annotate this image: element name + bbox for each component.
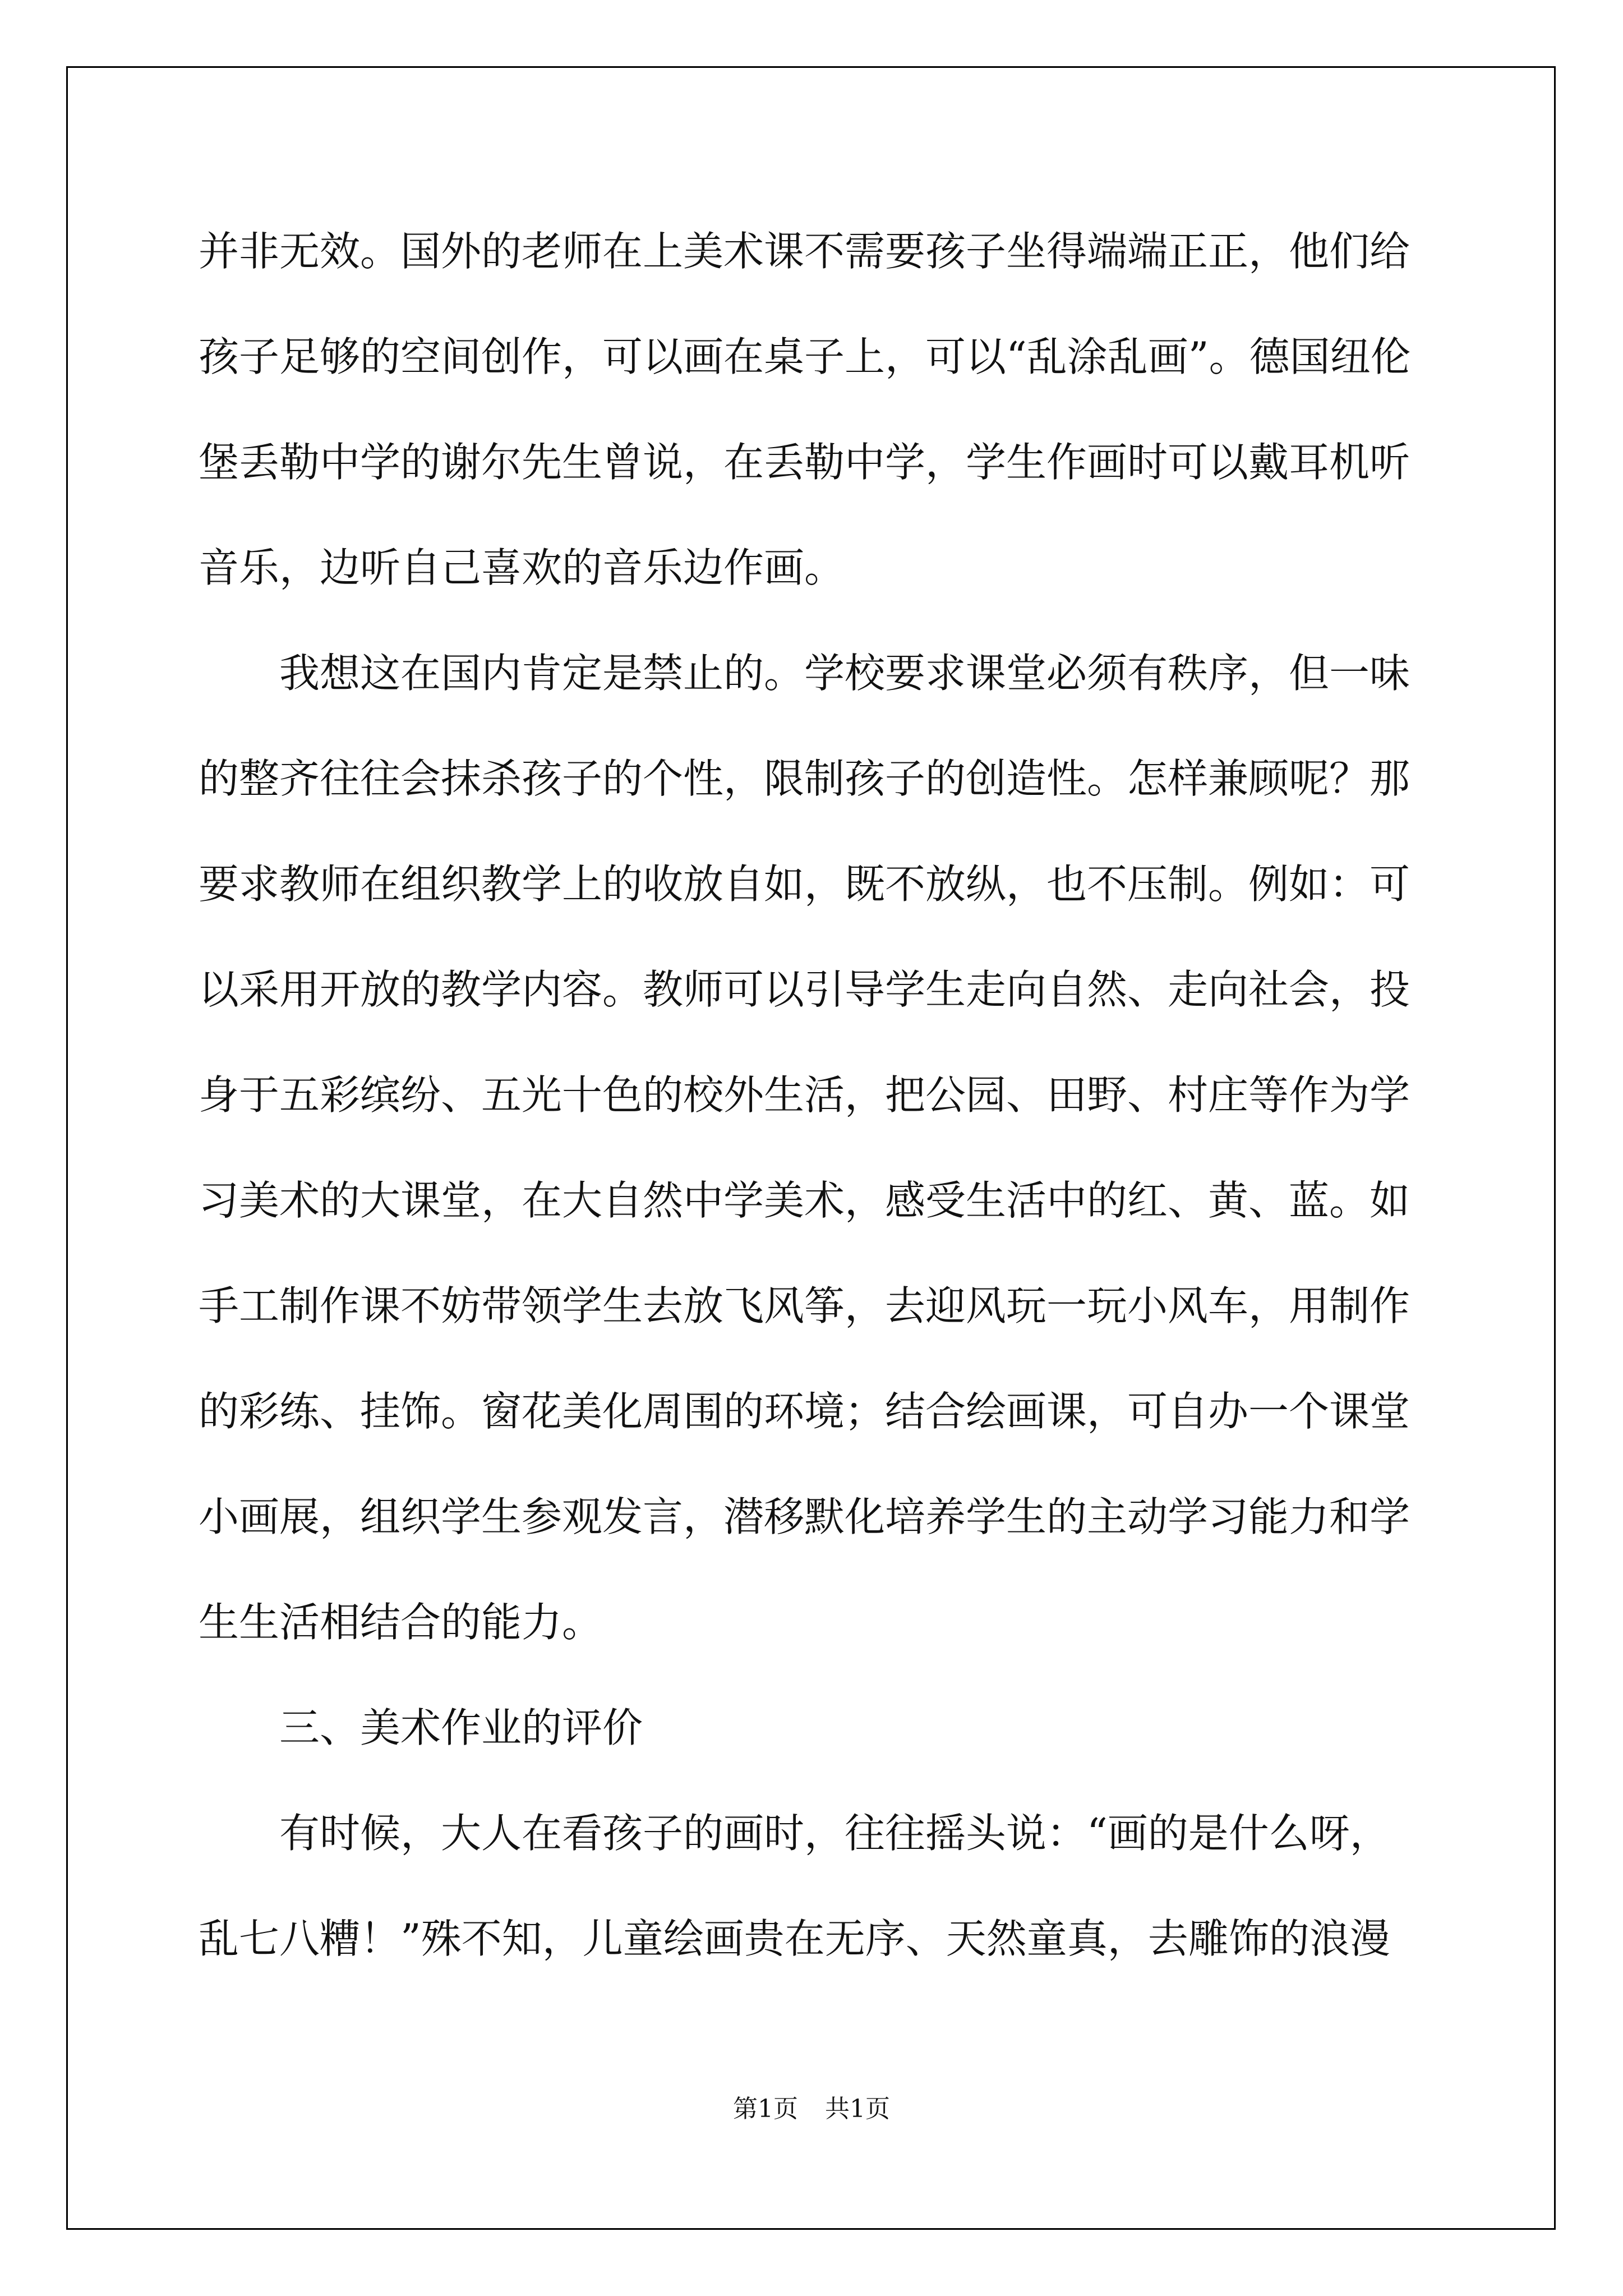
body-line: 乱七八糟！”殊不知，儿童绘画贵在无序、天然童真，去雕饰的浪漫 bbox=[199, 1915, 1390, 1962]
body-line: 孩子足够的空间创作，可以画在桌子上，可以“乱涂乱画”。德国纽伦 bbox=[199, 333, 1411, 380]
body-line: 音乐，边听自己喜欢的音乐边作画。 bbox=[199, 544, 845, 591]
body-line: 并非无效。国外的老师在上美术课不需要孩子坐得端端正正，他们给 bbox=[199, 228, 1410, 275]
body-line: 的整齐往往会抹杀孩子的个性，限制孩子的创造性。怎样兼顾呢？那 bbox=[199, 755, 1410, 802]
body-line: 要求教师在组织教学上的收放自如，既不放纵，也不压制。例如：可 bbox=[199, 861, 1410, 908]
body-line: 有时候，大人在看孩子的画时，往往摇头说：“画的是什么呀， bbox=[199, 1810, 1390, 1857]
body-line: 生生活相结合的能力。 bbox=[199, 1599, 603, 1646]
body-line: 身于五彩缤纷、五光十色的校外生活，把公园、田野、村庄等作为学 bbox=[199, 1071, 1410, 1119]
body-line: 堡丢勒中学的谢尔先生曾说，在丢勒中学，学生作画时可以戴耳机听 bbox=[199, 439, 1410, 486]
body-line: 习美术的大课堂，在大自然中学美术，感受生活中的红、黄、蓝。如 bbox=[199, 1177, 1410, 1224]
body-line: 我想这在国内肯定是禁止的。学校要求课堂必须有秩序，但一味 bbox=[199, 650, 1410, 697]
page-border bbox=[66, 66, 1556, 2230]
page-total: 共1页 bbox=[825, 2095, 890, 2123]
body-line: 以采用开放的教学内容。教师可以引导学生走向自然、走向社会，投 bbox=[199, 966, 1410, 1013]
body-line: 手工制作课不妨带领学生去放飞风筝，去迎风玩一玩小风车，用制作 bbox=[199, 1282, 1410, 1329]
section-heading: 三、美术作业的评价 bbox=[199, 1704, 643, 1751]
page-number: 第1页 bbox=[733, 2095, 798, 2123]
body-line: 的彩练、挂饰。窗花美化周围的环境；结合绘画课，可自办一个课堂 bbox=[199, 1388, 1410, 1435]
body-line: 小画展，组织学生参观发言，潜移默化培养学生的主动学习能力和学 bbox=[199, 1493, 1410, 1540]
page-footer bbox=[0, 2092, 1623, 2126]
